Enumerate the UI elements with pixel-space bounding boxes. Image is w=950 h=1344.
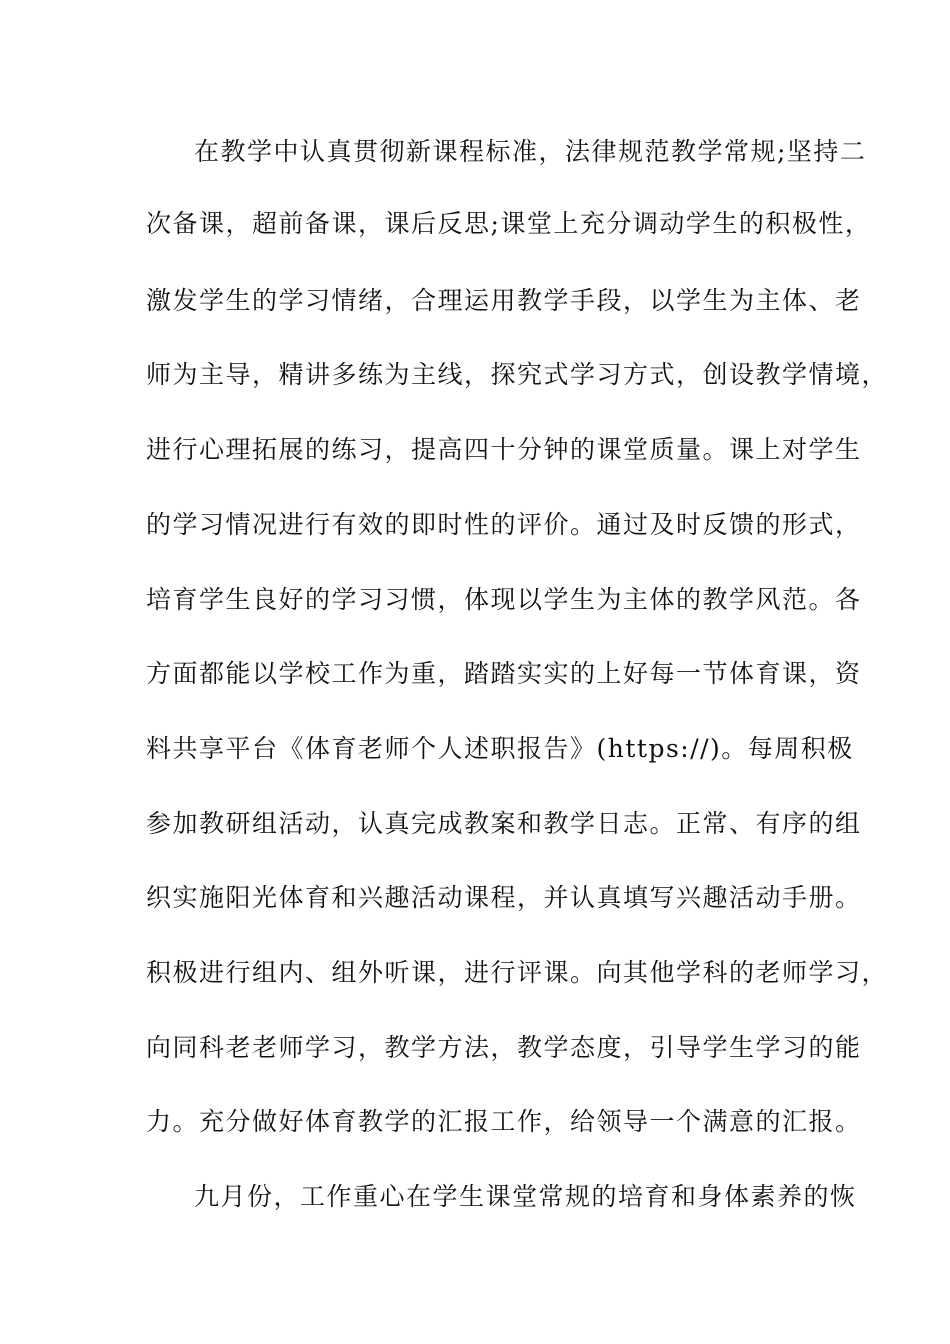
paragraph-line: 向同科老老师学习，教学方法，教学态度，引导学生学习的能: [146, 1033, 862, 1062]
paragraph-line: 织实施阳光体育和兴趣活动课程，并认真填写兴趣活动手册。: [146, 883, 862, 912]
paragraph-line: 师为主导，精讲多练为主线，探究式学习方式，创设教学情境，: [146, 360, 889, 389]
paragraph-line: 的学习情况进行有效的即时性的评价。通过及时反馈的形式，: [146, 510, 862, 539]
paragraph-line: 进行心理拓展的练习，提高四十分钟的课堂质量。课上对学生: [146, 435, 862, 464]
paragraph-line: 力。充分做好体育教学的汇报工作，给领导一个满意的汇报。: [146, 1107, 862, 1136]
paragraph-line: 九月份，工作重心在学生课堂常规的培育和身体素养的恢: [194, 1182, 857, 1211]
paragraph-line: 积极进行组内、组外听课，进行评课。向其他学科的老师学习，: [146, 958, 889, 987]
paragraph-line: 次备课，超前备课，课后反思;课堂上充分调动学生的积极性，: [146, 209, 872, 238]
paragraph-line: 方面都能以学校工作为重，踏踏实实的上好每一节体育课，资: [146, 659, 862, 688]
paragraph-line: 参加教研组活动，认真完成教案和教学日志。正常、有序的组: [146, 809, 862, 838]
paragraph-line: 在教学中认真贯彻新课程标准，法律规范教学常规;坚持二: [194, 137, 867, 166]
paragraph-line: 激发学生的学习情绪，合理运用教学手段，以学生为主体、老: [146, 286, 862, 315]
paragraph-line: 培育学生良好的学习习惯，体现以学生为主体的教学风范。各: [146, 585, 862, 614]
paragraph-line: 料共享平台《体育老师个人述职报告》(https://)。每周积极: [146, 734, 854, 763]
